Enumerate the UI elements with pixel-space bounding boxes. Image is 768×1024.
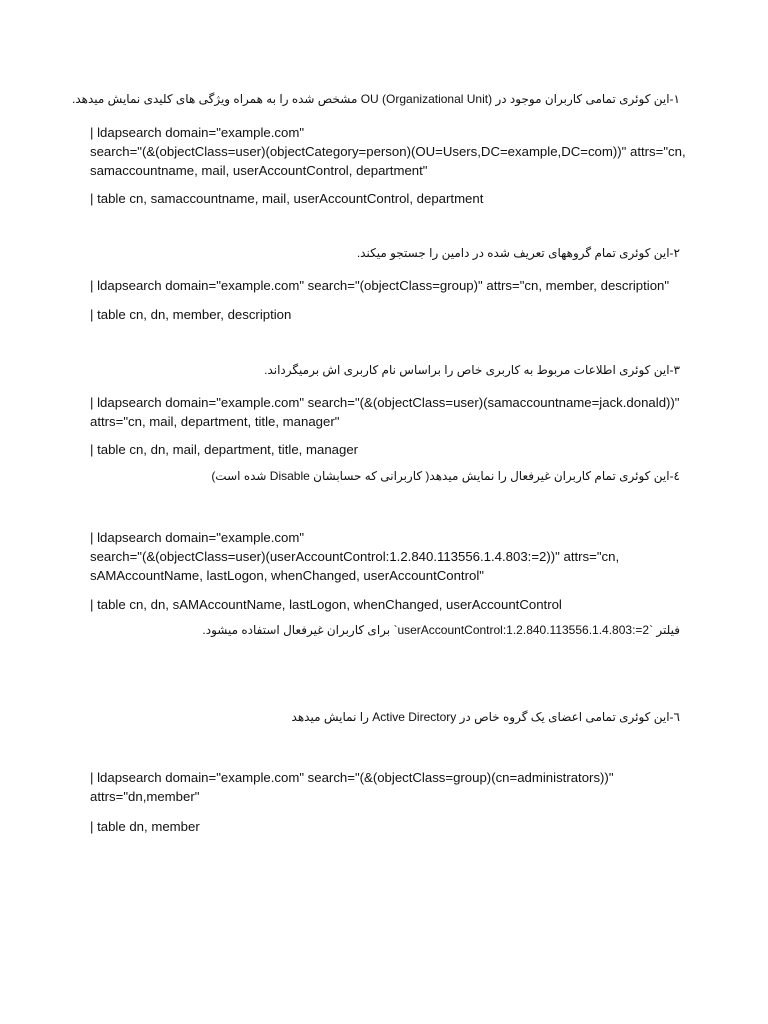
section-2-table-line: | table cn, dn, member, description bbox=[90, 307, 292, 322]
section-1-table-line: | table cn, samaccountname, mail, userAccountControl, department bbox=[90, 191, 484, 206]
section-1-code-line-1: | ldapsearch domain="example.com" bbox=[90, 125, 305, 140]
section-4-table-line: | table cn, dn, sAMAccountName, lastLogon, whenChanged, userAccountControl bbox=[90, 597, 562, 612]
section-4-code-line-2: search="(&(objectClass=user)(userAccountControl:1.2.840.113556.1.4.803:=2))" attrs="cn, bbox=[90, 549, 620, 564]
section-2-code-line-1: | ldapsearch domain="example.com" search="(objectClass=group)" attrs="cn, member, description" bbox=[90, 278, 670, 293]
section-4-code-line-1: | ldapsearch domain="example.com" bbox=[90, 530, 305, 545]
section-3-description: ۳-این کوئری اطلاعات مربوط به کاربری خاص را براساس نام کاربری اش برمیگرداند. bbox=[264, 363, 680, 377]
section-4-note: فیلتر `userAccountControl:1.2.840.113556.1.4.803:=2` برای کاربران غیرفعال استفاده میشود. bbox=[202, 623, 680, 637]
section-2-description: ۲-این کوئری تمام گروههای تعریف شده در دامین را جستجو میکند. bbox=[356, 246, 680, 260]
section-1-description: ۱-این کوئری تمامی کاربران موجود در OU (Organizational Unit) مشخص شده را به همراه ویژگی های کلیدی نمایش میدهد. bbox=[72, 92, 680, 106]
section-1-code-line-2: search="(&(objectClass=user)(objectCategory=person)(OU=Users,DC=example,DC=com))" attrs="cn, bbox=[90, 144, 686, 159]
section-3-code-line-2: attrs="cn, mail, department, title, manager" bbox=[90, 414, 340, 429]
section-1-code-line-3: samaccountname, mail, userAccountControl, department" bbox=[90, 163, 428, 178]
section-4-code-line-3: sAMAccountName, lastLogon, whenChanged, userAccountControl" bbox=[90, 568, 484, 583]
section-6-code-line-1: | ldapsearch domain="example.com" search="(&(objectClass=group)(cn=administrators))" bbox=[90, 770, 614, 785]
section-3-code-line-1: | ldapsearch domain="example.com" search="(&(objectClass=user)(samaccountname=jack.donald))" bbox=[90, 395, 680, 410]
section-3-table-line: | table cn, dn, mail, department, title, manager bbox=[90, 442, 359, 457]
section-6-table-line: | table dn, member bbox=[90, 819, 200, 834]
section-6-code-line-2: attrs="dn,member" bbox=[90, 789, 200, 804]
section-4-description: ٤-این کوئری تمام کاربران غیرفعال را نمایش میدهد( کاربرانی که حسابشان Disable شده است) bbox=[211, 469, 680, 483]
section-6-description: ٦-این کوئری تمامی اعضای یک گروه خاص در Active Directory را نمایش میدهد bbox=[291, 710, 680, 724]
